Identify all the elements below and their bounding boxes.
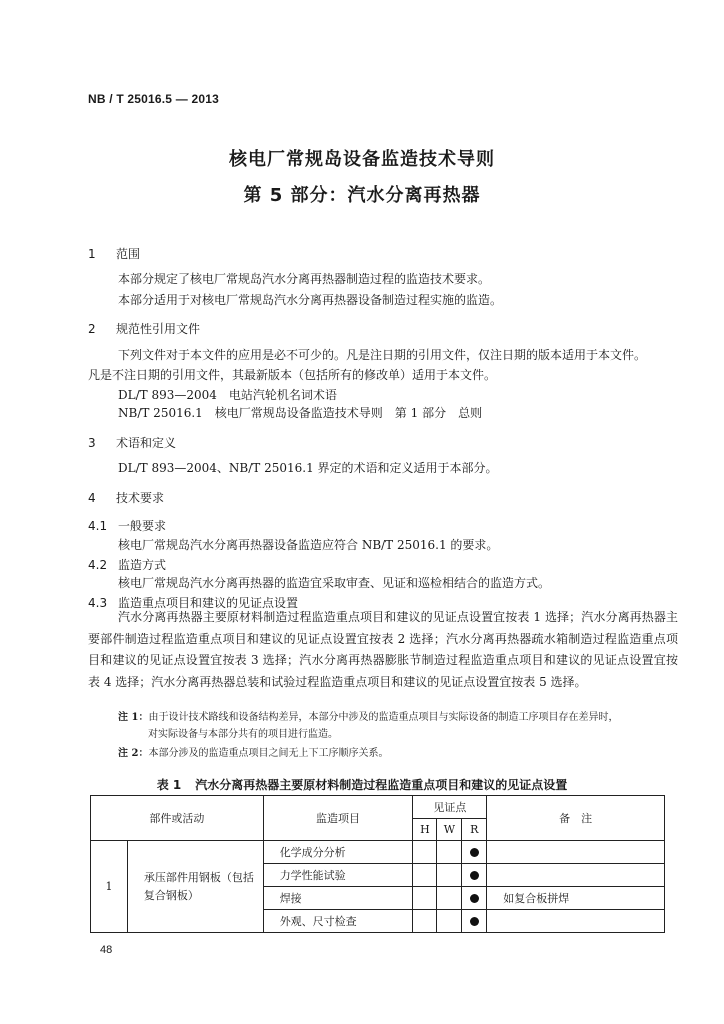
header-remark: 备 注 [487,796,665,841]
paragraph: 下列文件对于本文件的应用是必不可少的。凡是注日期的引用文件，仅注日期的版本适用于本文件。 [118,348,647,362]
cell-r [462,864,487,887]
section-heading-3 [88,434,176,451]
table-row [91,841,665,864]
subsection-title: 监造方式 [118,558,167,572]
paragraph: 本部分规定了核电厂常规岛汽水分离再热器制造过程的监造技术要求。 [118,272,491,286]
header-h: H [413,819,437,841]
cell-w [437,910,462,933]
subsection-number: 4.2 [88,558,108,572]
paragraph: 本部分适用于对核电厂常规岛汽水分离再热器设备制造过程实施的监造。 [118,293,503,307]
section-number: 2 [88,322,96,336]
subsection-heading-4-2 [88,556,166,573]
section-heading-4 [88,489,164,506]
row-item: 力学性能试验 [263,864,413,887]
witness-dot [470,848,479,857]
note-label: 注 1： [118,712,149,723]
cell-w [437,841,462,864]
paragraph: DL/T 893—2004、NB/T 25016.1 界定的术语和定义适用于本部分。 [118,461,498,475]
subsection-heading-4-1 [88,517,166,534]
cell-w [437,864,462,887]
row-item: 外观、尺寸检查 [263,910,413,933]
row-remark [487,910,665,933]
standard-number: NB / T 25016.5 — 2013 [88,92,219,106]
cell-r [462,910,487,933]
section-title: 技术要求 [116,491,165,505]
section-title: 范围 [116,247,141,261]
subsection-title: 监造重点项目和建议的见证点设置 [118,596,299,610]
cell-h [413,864,437,887]
header-part: 部件或活动 [91,796,264,841]
section-title: 术语和定义 [116,436,177,450]
section-number: 4 [88,491,96,505]
header-item: 监造项目 [263,796,413,841]
paragraph: 核电厂常规岛汽水分离再热器设备监造应符合 NB/T 25016.1 的要求。 [118,538,499,552]
note-1-continued: 对实际设备与本部分共有的项目进行监造。 [148,729,338,740]
section-heading-2 [88,320,200,337]
subsection-number: 4.1 [88,519,108,533]
row-remark [487,841,665,864]
cell-r [462,887,487,910]
cell-w [437,887,462,910]
table-number: 表 1 [156,778,182,792]
section-number: 3 [88,436,96,450]
row-number: 1 [91,841,128,933]
header-w: W [437,819,462,841]
paragraph: 核电厂常规岛汽水分离再热器的监造宜采取审查、见证和巡检相结合的监造方式。 [118,576,551,590]
table-caption [0,776,724,793]
section-heading-1 [88,245,140,262]
subsection-number: 4.3 [88,596,108,610]
note-text: 本部分涉及的监造重点项目之间无上下工序顺序关系。 [148,748,389,759]
cell-h [413,887,437,910]
row-remark [487,864,665,887]
witness-dot [470,894,479,903]
row-item: 焊接 [263,887,413,910]
row-part: 承压部件用钢板（包括复合钢板） [127,841,263,933]
table-1 [90,795,665,933]
header-witness: 见证点 [413,796,487,819]
cell-r [462,841,487,864]
witness-dot [470,871,479,880]
cell-h [413,841,437,864]
note-text: 由于设计技术路线和设备结构差异，本部分中涉及的监造重点项目与实际设备的制造工序项目存在差异时， [148,712,619,723]
note-1 [118,709,678,726]
document-title: 核电厂常规岛设备监造技术导则 [229,149,495,170]
row-item: 化学成分分析 [263,841,413,864]
table-title: 汽水分离再热器主要原材料制造过程监造重点项目和建议的见证点设置 [195,778,568,792]
note-2 [118,745,678,762]
section-title: 规范性引用文件 [116,322,201,336]
reference-item: DL/T 893—2004 电站汽轮机名词术语 [118,388,337,402]
witness-dot [470,917,479,926]
reference-item: NB/T 25016.1 核电厂常规岛设备监造技术导则 第 1 部分 总则 [118,406,483,420]
subsection-title: 一般要求 [118,519,167,533]
document-subtitle: 第 5 部分：汽水分离再热器 [243,185,481,206]
row-remark: 如复合板拼焊 [487,887,665,910]
paragraph: 汽水分离再热器主要原材料制造过程监造重点项目和建议的见证点设置宜按表 1 选择；汽水分离再热器主要部件制造过程监造重点项目和建议的见证点设置宜按表 2 选择；汽水分离再热器疏水箱制造过程监造重点项目和建议的见证点设置宜按表 3 选择；汽水分离再热器膨胀节制造过程监造重点项目和建议的见证点设置宜按表 4 选择；汽水分离再热器总装和试验过程监造重点项目和建议的见证点设置宜按表 5 选择。 [88,610,678,689]
page-number: 48 [100,944,113,956]
paragraph: 凡是不注日期的引用文件，其最新版本（包括所有的修改单）适用于本文件。 [88,368,497,382]
section-number: 1 [88,247,96,261]
note-label: 注 2： [118,748,149,759]
cell-h [413,910,437,933]
header-r: R [462,819,487,841]
